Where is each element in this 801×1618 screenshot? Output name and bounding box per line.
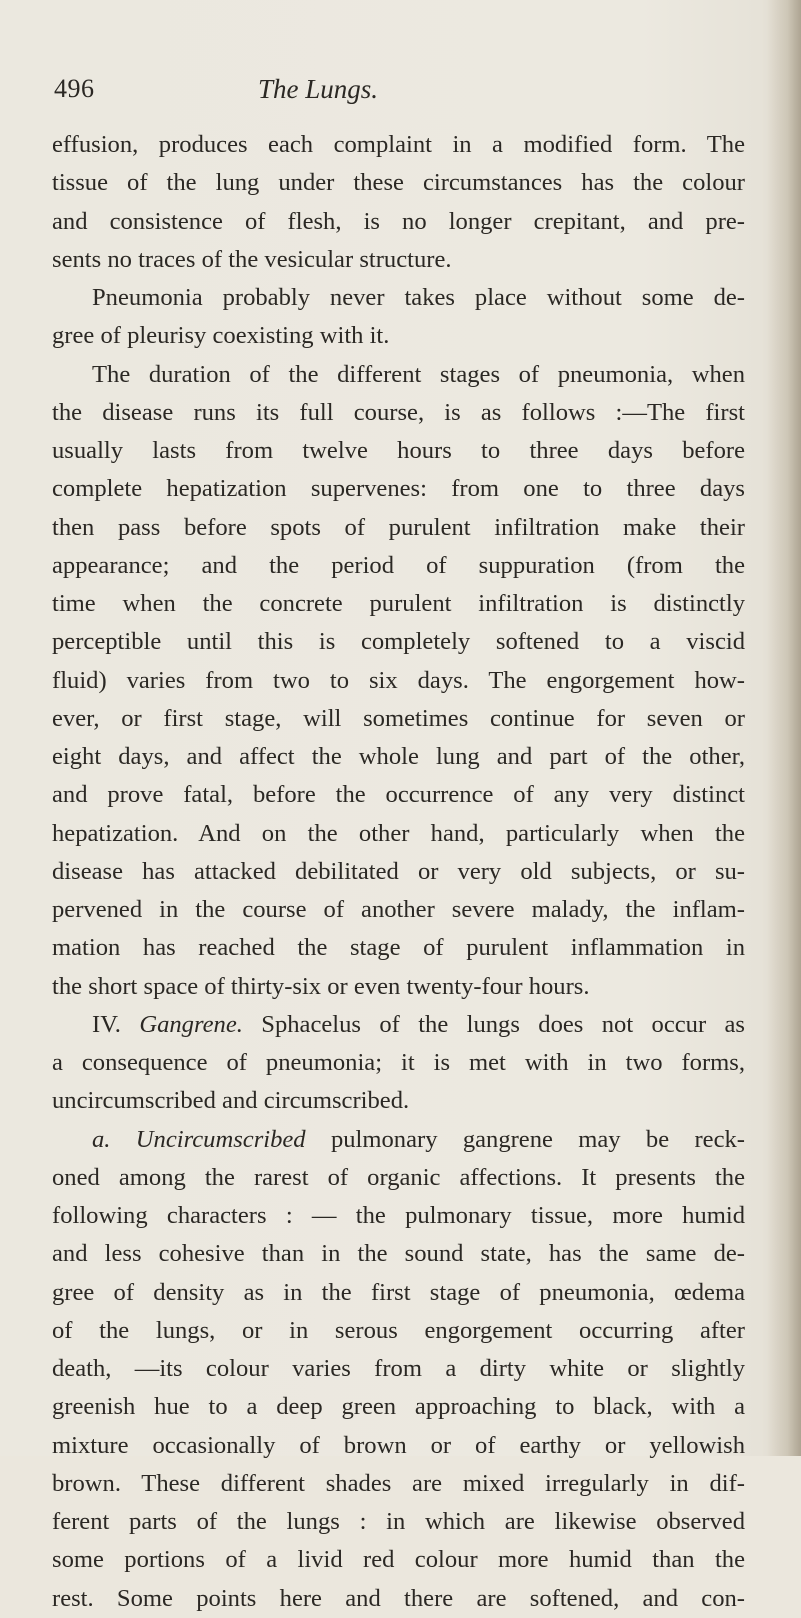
text-line: appearance; and the period of suppuration (from the	[52, 551, 745, 579]
text-line: of the lungs, or in serous engorgement occurring after	[52, 1316, 745, 1344]
subsection-first-line: pulmonary gangrene may be reck-	[330, 1125, 745, 1153]
text-line: sents no traces of the vesicular structure.	[52, 245, 452, 273]
text-line: gree of pleurisy coexisting with it.	[52, 322, 390, 350]
body-text	[52, 126, 745, 1618]
text-line: the disease runs its full course, is as follows :—The first	[52, 398, 745, 426]
text-line: and less cohesive than in the sound state, has the same de-	[52, 1240, 745, 1268]
text-line: and consistence of flesh, is no longer crepitant, and pre-	[52, 207, 745, 235]
text-line: tissue of the lung under these circumstances has the colour	[52, 169, 745, 197]
text-line: ferent parts of the lungs : in which are likewise observed	[52, 1508, 745, 1535]
text-line: a consequence of pneumonia; it is met with in two forms,	[52, 1049, 745, 1076]
text-line: fluid) varies from two to six days. The engorgement how-	[52, 666, 745, 694]
text-line: greenish hue to a deep green approaching to black, with a	[52, 1393, 745, 1421]
text-line: uncircumscribed and circumscribed.	[52, 1087, 410, 1115]
text-line: rest. Some points here and there are softened, and con-	[52, 1584, 745, 1612]
text-line: brown. These different shades are mixed irregularly in dif-	[52, 1469, 745, 1497]
text-line: death, —its colour varies from a dirty white or slightly	[52, 1355, 745, 1382]
running-title: The Lungs.	[258, 74, 379, 104]
text-line: disease has attacked debilitated or very old subjects, or su-	[52, 857, 745, 885]
text-line: effusion, produces each complaint in a modified form. The	[52, 131, 745, 158]
text-line: complete hepatization supervenes: from one to three days	[52, 475, 745, 503]
text-line: time when the concrete purulent infiltration is distinctly	[52, 590, 745, 617]
text-line: the short space of thirty-six or even twenty-four hours.	[52, 972, 590, 1000]
text-line: perceptible until this is completely softened to a viscid	[52, 628, 745, 656]
text-line: The duration of the different stages of pneumonia, when	[92, 360, 745, 388]
subsection-label: a. Uncircumscribed	[92, 1125, 306, 1153]
text-line: gree of density as in the first stage of pneumonia, œdema	[52, 1278, 745, 1306]
text-line: mixture occasionally of brown or of earthy or yellowish	[52, 1431, 745, 1459]
text-line: oned among the rarest of organic affections. It presents the	[52, 1163, 745, 1191]
text-line: mation has reached the stage of purulent inflammation in	[52, 934, 745, 962]
page-header	[54, 74, 744, 114]
subsection-heading-line	[52, 1121, 745, 1159]
section-numeral: IV.	[92, 1010, 121, 1038]
section-first-line: Sphacelus of the lungs does not occur as	[261, 1010, 745, 1038]
text-line: pervened in the course of another severe malady, the inflam-	[52, 896, 745, 923]
text-line: eight days, and affect the whole lung and part of the other,	[52, 743, 745, 770]
section-title: Gangrene.	[139, 1010, 243, 1038]
text-line: following characters : — the pulmonary tissue, more humid	[52, 1202, 745, 1229]
text-line: Pneumonia probably never takes place without some de-	[92, 284, 745, 311]
section-heading-line	[52, 1006, 745, 1044]
text-line: usually lasts from twelve hours to three days before	[52, 437, 745, 464]
text-line: then pass before spots of purulent infiltration make their	[52, 513, 745, 541]
text-line: and prove fatal, before the occurrence of any very distinct	[52, 781, 745, 809]
text-line: some portions of a livid red colour more humid than the	[52, 1546, 745, 1574]
text-line: hepatization. And on the other hand, particularly when the	[52, 819, 745, 847]
page-edge-shadow	[767, 0, 801, 1456]
page-number: 496	[54, 74, 95, 103]
text-line: ever, or first stage, will sometimes continue for seven or	[52, 704, 745, 732]
